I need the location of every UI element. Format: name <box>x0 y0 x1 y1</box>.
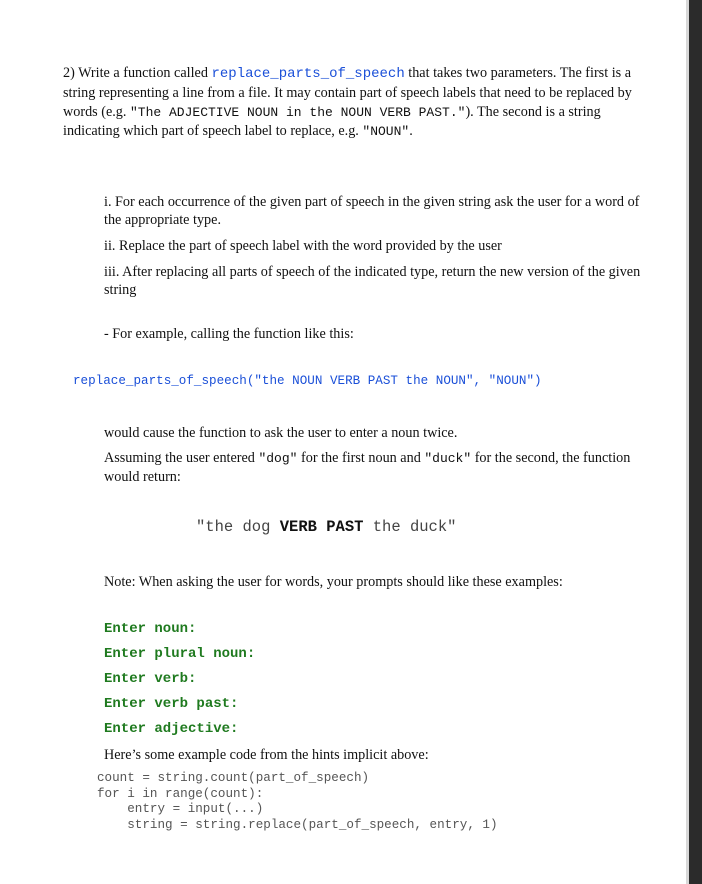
question-intro <box>63 64 643 141</box>
question-number: 2) Write a function called <box>63 65 208 81</box>
assuming-text <box>104 449 644 487</box>
assuming-c: for the second, the function would return: <box>104 450 631 485</box>
intro-text-d: . <box>409 123 413 139</box>
result-part-1: "the dog <box>196 518 280 536</box>
hint-code-line-1: count = string.count(part_of_speech) <box>97 771 370 785</box>
prompt-adjective: Enter adjective: <box>104 721 239 737</box>
hint-intro: Here’s some example code from the hints implicit above: <box>104 747 429 763</box>
intro-text-c: ). The second is a string indicating which part of speech label to replace, e.g. <box>63 104 601 139</box>
note-text: Note: When asking the user for words, your prompts should like these examples: <box>104 574 563 590</box>
intro-example-label: "NOUN" <box>362 124 410 139</box>
prompt-verb: Enter verb: <box>104 671 197 687</box>
example-result <box>196 518 456 536</box>
would-cause-text: would cause the function to ask the user to enter a noun twice. <box>104 425 458 441</box>
result-part-2: the duck" <box>363 518 457 536</box>
hint-code-line-2: for i in range(count): <box>97 787 264 801</box>
prompt-plural-noun: Enter plural noun: <box>104 646 256 662</box>
assuming-b: for the first noun and <box>301 450 421 466</box>
duck-string: "duck" <box>424 451 472 466</box>
example-intro: - For example, calling the function like this: <box>104 326 354 342</box>
prompt-verb-past: Enter verb past: <box>104 696 239 712</box>
step-2: ii. Replace the part of speech label with the word provided by the user <box>104 238 502 254</box>
intro-example-string: "The ADJECTIVE NOUN in the NOUN VERB PAST." <box>129 105 466 120</box>
example-call-code: replace_parts_of_speech("the NOUN VERB PAST the NOUN", "NOUN") <box>73 374 542 388</box>
step-3: iii. After replacing all parts of speech of the indicated type, return the new version of the given string <box>104 264 641 298</box>
intro-text-b: The first is a string representing a line from a file. It may contain part of speech labels that need to be replaced by words (e.g. <box>63 65 632 120</box>
function-name: replace_parts_of_speech <box>211 66 405 82</box>
prompt-noun: Enter noun: <box>104 621 197 637</box>
dog-string: "dog" <box>258 451 298 466</box>
viewer-side-bar <box>689 0 702 884</box>
result-bold: VERB PAST <box>279 518 364 536</box>
step-1: i. For each occurrence of the given part of speech in the given string ask the user for a word of the appropriate type. <box>104 194 640 228</box>
hint-code-line-4: string = string.replace(part_of_speech, entry, 1) <box>97 818 498 832</box>
assuming-a: Assuming the user entered <box>104 450 255 466</box>
hint-code-line-3: entry = input(...) <box>97 802 264 816</box>
intro-text-a: that takes two parameters. <box>408 65 557 81</box>
